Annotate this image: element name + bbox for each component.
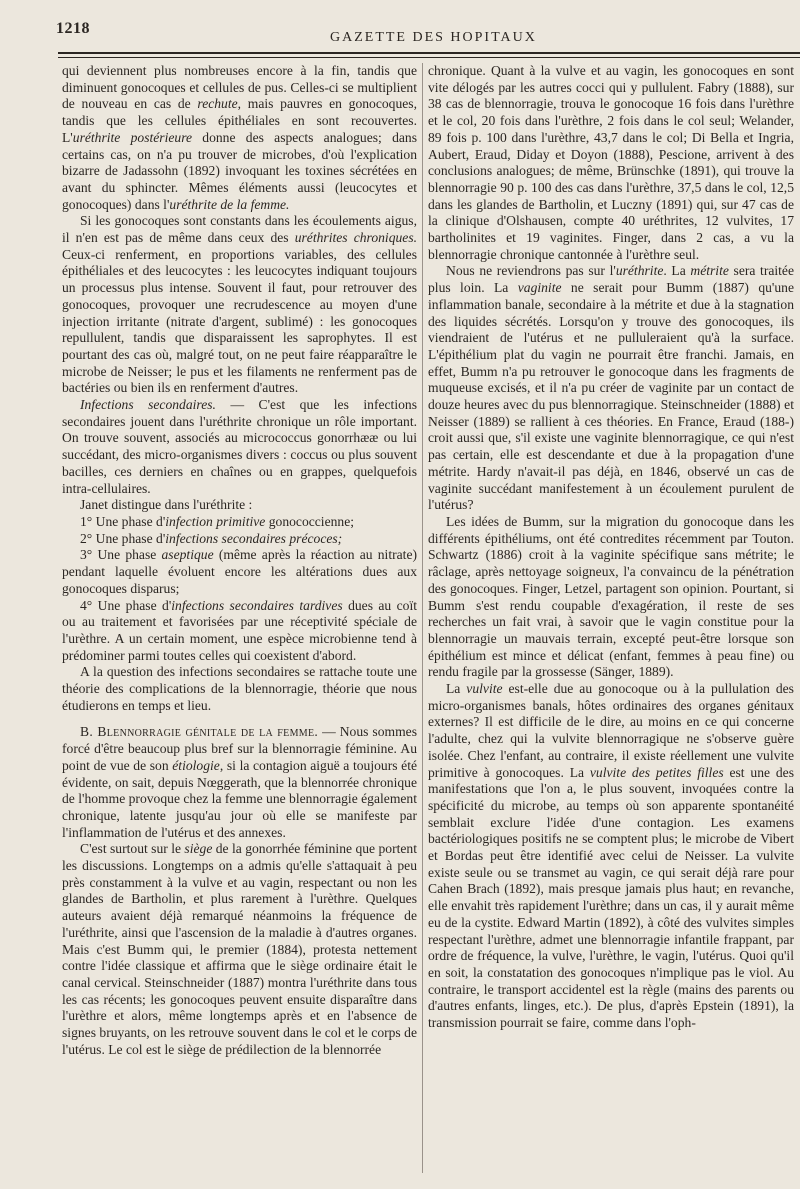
- header-rule: [58, 52, 800, 54]
- paragraph: B. Blennorragie génitale de la femme. — Nous sommes forcé d'être beaucoup plus bref sur la blennorragie féminine. Au point de vue de son étiologie, si la contagion aiguë a toujours été évidente, on sait, depuis Nœggerath, que la blennorrée chronique de l'homme provoque chez la femme une blennorragie également chronique, latente jusqu'au jour où elle se manifeste par l'inflammation de l'utérus et des annexes.: [62, 724, 417, 840]
- paragraph: Les idées de Bumm, sur la migration du gonocoque dans les différents épithéliums, ont été contredites récemment par Touton. Schwartz (1886) croit à la vaginite spécifique sans métrite; le râclage, après nettoyage soigneux, l'a convaincu de la pénétration des gonocoques. Finger, Letzel, partagent son opinion. Pourtant, si Bumm s'est rendu coupable d'exagération, il reste de ses recherches un fait vrai, à savoir que le vagin constitue pour la blennorragie un mauvais terrain, excepté peut-être lorsque son épithélium est mince et délicat (enfant, femmes à peau fine) ou rendu fragile par la grossesse (Sänger, 1889).: [428, 513, 794, 680]
- page-number: 1218: [56, 20, 90, 37]
- paragraph: La vulvite est-elle due au gonocoque ou à la pullulation des micro-organismes banals, hôtes ordinaires des organes génitaux externes? Il est difficile de le dire, au moins en ce qui concerne l'adulte, chez qui la vulvite blennorragique ne s'observe guère isolée. Chez l'enfant, au contraire, il existe réellement une vulvite primitive à gonocoques. La vulvite des petites filles est une des manifestations que l'on a, le plus souvent, invoquées contre la spécificité du microbe, au temps où son apparente spontanéité semblait exclure l'idée d'une contagion. Les examens bactériologiques positifs ne se comptent plus; le microbe de Vibert et Bordas peut être identifié avec celui de Neisser. La vulvite existe seule ou se transmet au vagin, ce qui serait déjà rare pour Cahen Brach (1892), mais presque jamais plus haut; en revanche, elle envahit très rapidement l'urèthre; dans un cas, il y aurait même eu de la cystite. Edward Martin (1892), à côté des vulvites simples respectant l'urèthre, admet une blennorragie infantile frappant, par ordre de fréquence, la vulve, l'urèthre, le vagin, l'utérus. Quoi qu'il en soit, la constatation des gonocoques n'implique pas le viol. Au contraire, le transport accidentel est la règle (mains des parents ou d'autres enfants, linges, etc.). De plus, d'après Epstein (1891), la transmission pourrait se faire, comme dans l'oph-: [428, 681, 794, 1031]
- list-item: 3° Une phase aseptique (même après la réaction au nitrate) pendant laquelle évoluent encore les altérations dues aux gonocoques disparus;: [62, 547, 418, 596]
- list-item: 1° Une phase d'infection primitive gonococcienne;: [80, 513, 355, 529]
- list-item: 4° Une phase d'infections secondaires tardives dues au coït ou au traitement et favorisées par une réceptivité spéciale de l'urèthre. A un certain moment, une espèce microbienne tend à prédominer parmi toutes celles qui coexistent d'abord.: [62, 597, 418, 663]
- paragraph: Infections secondaires. — C'est que les infections secondaires jouent dans l'uréthrite chronique un rôle important. On trouve souvent, associés au micrococcus gonorrhææ ou lui succédant, des micro-organismes divers : coccus ou plus souvent bacilles, ces derniers en chaînes ou en grappes, quelquefois intra-cellulaires.: [62, 397, 417, 496]
- paragraph: C'est surtout sur le siège de la gonorrhée féminine que portent les discussions. Longtemps on a admis qu'elle s'attaquait à peu près constamment à la vulve et au vagin, respectant ou non les glandes de Bartholin, et plus rarement à l'urèthre. Quelques auteurs avaient déjà remarqué néanmoins la fréquence de l'uréthrite, ainsi que l'ascension de la maladie à d'autres organes. Mais c'est Bumm qui, le premier (1884), protesta nettement contre l'idée classique et affirma que le siège ordinaire était le canal cervical. Steinschneider (1887) montra l'uréthrite dans tous les cas récents; les gonocoques peuvent ensuite disparaître dans l'urèthre et alors, même longtemps après et en l'absence de signes bruyants, on les retrouve souvent dans le col et le corps de l'utérus. Le col est le siège de prédilection de la blennorrée: [62, 841, 417, 1057]
- column-divider: [422, 63, 423, 1173]
- page-header: [0, 0, 800, 60]
- section-heading: Infections secondaires.: [80, 397, 216, 413]
- right-column: [428, 63, 794, 1032]
- running-title: GAZETTE DES HOPITAUX: [330, 30, 537, 45]
- paragraph: qui deviennent plus nombreuses encore à la fin, tandis que diminuent gonocoques et cellules de pus. Celles-ci se multiplient de nouveau en cas de rechute, mais pauvres en gonocoques, tandis que les cellules épithéliales en sont recouvertes. L'uréthrite postérieure donne des aspects analogues; dans certains cas, on n'a pu trouver de microbes, d'où l'explication bizarre de Jadassohn (1892) invoquant les toxines sécrétées en avant du sphincter. Mêmes éléments aussi (leucocytes et gonocoques) dans l'uréthrite de la femme.: [62, 63, 417, 212]
- section-heading: B. Blennorragie génitale de la femme.: [80, 724, 319, 740]
- paragraph: Janet distingue dans l'uréthrite :: [80, 497, 253, 513]
- paragraph: A la question des infections secondaires se rattache toute une théorie des complications de la blennorragie, théorie que nous étudierons en temps et lieu.: [62, 664, 417, 713]
- paragraph: Si les gonocoques sont constants dans les écoulements aigus, il n'en est pas de même dans ceux des uréthrites chroniques. Ceux-ci renferment, en proportions variables, des cellules épithéliales et des leucocytes : les leucocytes indiquant toujours un processus plus intense. Souvent il faut, pour retrouver des gonocoques, provoquer une recrudescence au moyen d'une injection irritante (nitrate d'argent, sublimé) : les gonocoques repullulent, tandis que disparaissent les saprophytes. Il est pourtant des cas où, malgré tout, on ne peut faire réapparaître le microbe de Neisser; le pus et les filaments ne renferment pas de bactéries ou bien ils en renferment d'autres.: [62, 213, 418, 396]
- header-rule-thin: [58, 57, 800, 58]
- left-column: [62, 63, 417, 1058]
- paragraph: chronique. Quant à la vulve et au vagin, les gonocoques en sont vite délogés par les autres cocci qui y pullulent. Fabry (1888), sur 38 cas de blennorragie, trouva le gonocoque 16 fois dans l'urèthre et le col, 20 fois dans l'urèthre, 2 fois dans le col seul; Welander, 89 fois p. 100 dans l'urèthre, 43,7 dans le col; Di Bella et Ingria, Aubert, Eraud, Diday et Doyon (1888), Pescione, arrivent à des conclusions analogues; de même, Brünschke (1891), qui trouve la blennorragie 90 p. 100 des cas dans l'urèthre, 37,5 dans le col, 12,5 dans les glandes de Bartholin, et Luczny (1891) qui, sur 47 cas de la clinique d'Olshausen, compte 40 uréthrites, 12 vulvites, 17 bartholinites et 19 vaginites. Finger, dans 2 cas, a vu la blennorragie chronique cantonnée à l'urèthre seul.: [428, 63, 794, 262]
- list-item: 2° Une phase d'infections secondaires précoces;: [80, 530, 343, 546]
- paragraph: Nous ne reviendrons pas sur l'uréthrite. La métrite sera traitée plus loin. La vaginite ne serait pour Bumm (1887) qu'une inflammation banale, secondaire à la métrite et due à la stagnation des liquides sécrétés. Lorsqu'on y trouve des gonocoques, ils viendraient de l'utérus et ne pulluleraient qu'à la surface. L'épithélium plat du vagin ne pourrait être franchi. Jamais, en effet, Bumm n'a pu retrouver le gonocoque dans les fragments de muqueuse excisés, et il n'a pu créer de vaginite par un contact de douze heures avec du pus blennorragique. Steinschneider (1888) et Neisser (1889) se rallient à ces théories. En France, Eraud (188-) croit aussi que, s'il existe une vaginite blennorragique, ce qui n'est pas certain, elle est descendante et due à la propagation d'une métrite. Hardy n'avait-il pas déjà, en 1846, observé un cas de vaginite succédant manifestement à un écoulement purulent de l'utérus?: [428, 263, 795, 513]
